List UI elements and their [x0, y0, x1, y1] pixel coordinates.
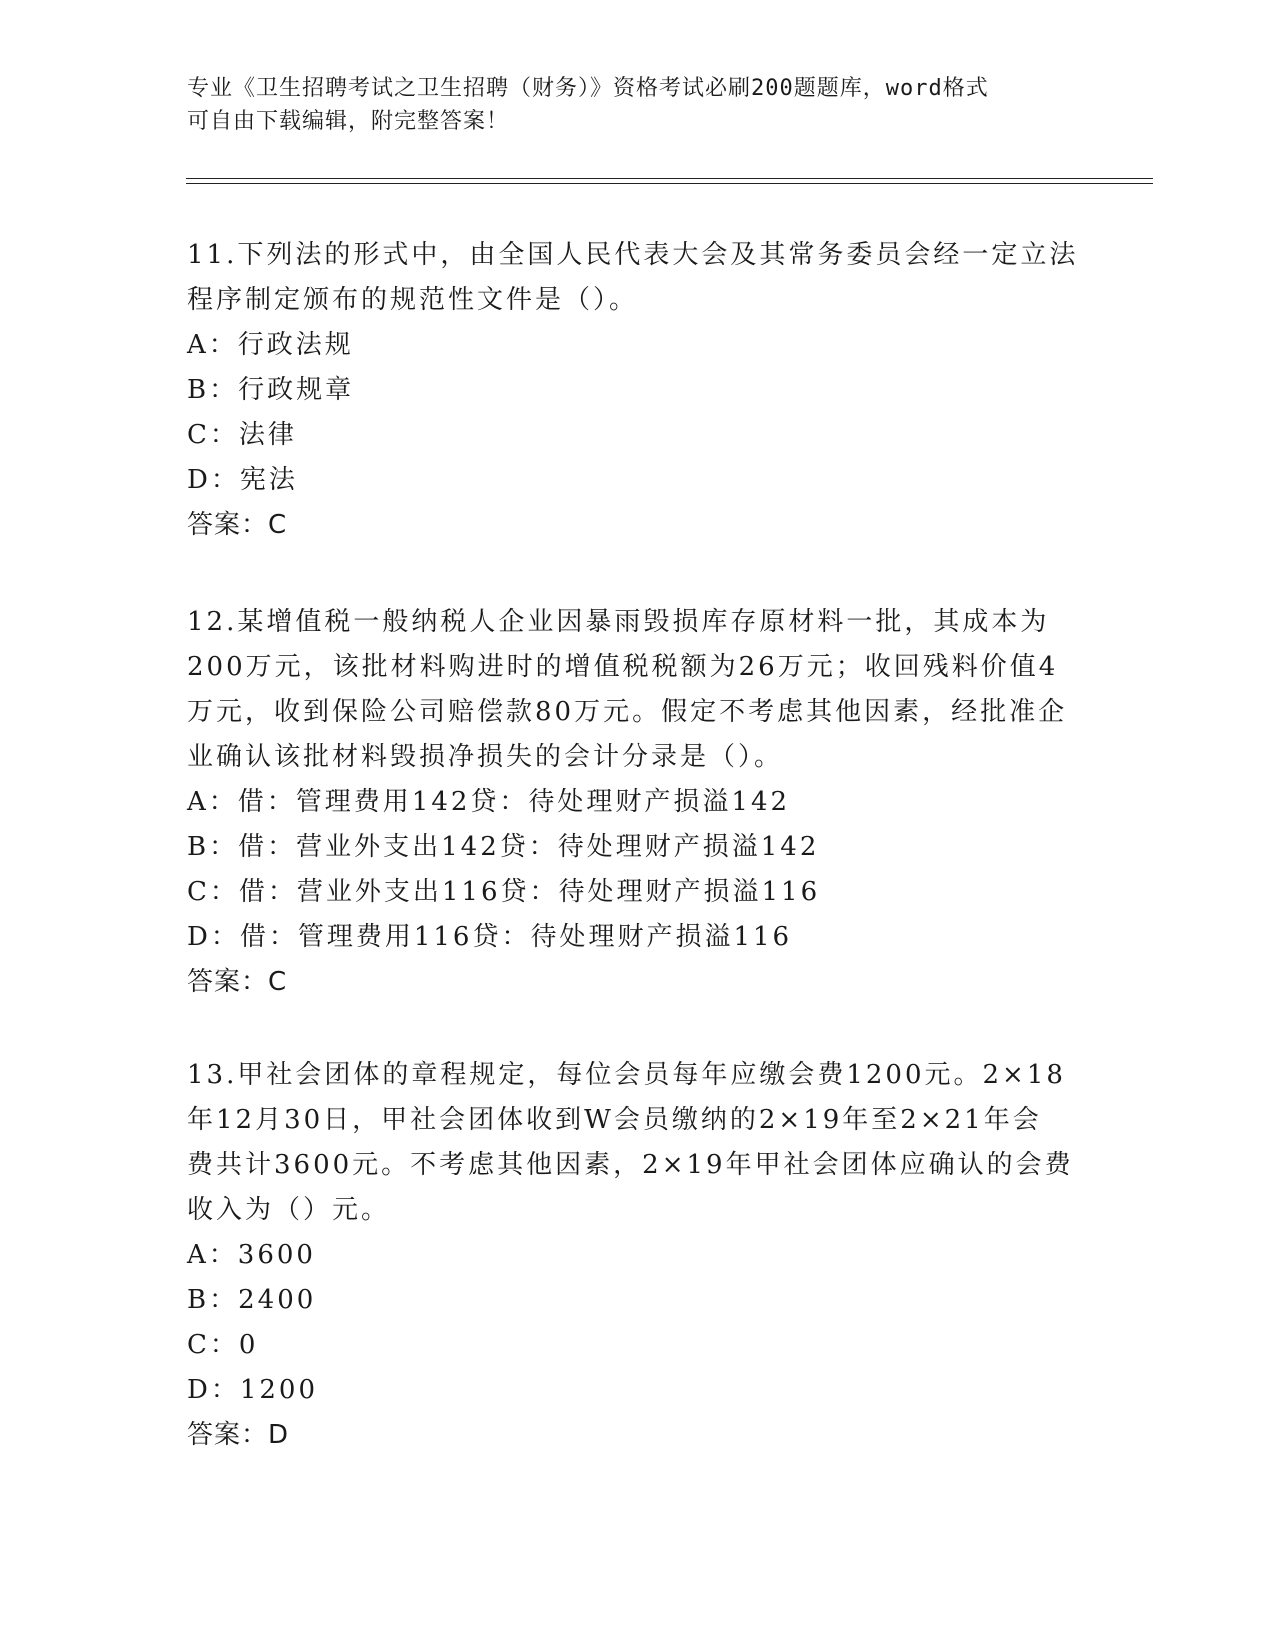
question-stem-line: 业确认该批材料毁损净损失的会计分录是（）。 — [187, 742, 784, 772]
question-stem-line: 11.下列法的形式中，由全国人民代表大会及其常务委员会经一定立法 — [187, 240, 1079, 270]
option-d: D：借：管理费用116贷：待处理财产损溢116 — [187, 922, 793, 952]
question-11 — [187, 233, 1087, 548]
question-stem-line: 13.甲社会团体的章程规定，每位会员每年应缴会费1200元。2×18 — [187, 1060, 1066, 1090]
option-a: A：3600 — [187, 1240, 316, 1270]
question-stem-line: 年12月30日，甲社会团体收到W会员缴纳的2×19年至2×21年会 — [187, 1105, 1042, 1135]
option-a: A：借：管理费用142贷：待处理财产损溢142 — [187, 787, 791, 817]
answer-line: 答案：C — [187, 510, 288, 540]
question-12 — [187, 600, 1087, 1005]
option-a: A：行政法规 — [187, 330, 354, 360]
option-c: C：法律 — [187, 420, 297, 450]
question-stem-line: 收入为（）元。 — [187, 1195, 391, 1225]
header-line: 专业《卫生招聘考试之卫生招聘（财务）》资格考试必刷200题题库，word格式 — [187, 76, 989, 101]
question-stem-line: 费共计3600元。不考虑其他因素，2×19年甲社会团体应确认的会费 — [187, 1150, 1074, 1180]
question-stem-line: 200万元，该批材料购进时的增值税税额为26万元；收回残料价值4 — [187, 652, 1059, 682]
question-stem-line: 12.某增值税一般纳税人企业因暴雨毁损库存原材料一批，其成本为 — [187, 607, 1050, 637]
option-b: B：2400 — [187, 1285, 317, 1315]
option-b: B：行政规章 — [187, 375, 355, 405]
question-stem-line: 万元，收到保险公司赔偿款80万元。假定不考虑其他因素，经批准企 — [187, 697, 1068, 727]
answer-line: 答案：D — [187, 1420, 290, 1450]
header-divider — [186, 183, 1153, 184]
option-d: D：1200 — [187, 1375, 319, 1405]
option-d: D：宪法 — [187, 465, 298, 495]
document-header — [187, 72, 1067, 138]
header-line: 可自由下载编辑，附完整答案！ — [187, 109, 510, 134]
option-c: C：借：营业外支出116贷：待处理财产损溢116 — [187, 877, 821, 907]
question-13 — [187, 1053, 1087, 1458]
answer-line: 答案：C — [187, 967, 288, 997]
question-stem-line: 程序制定颁布的规范性文件是（）。 — [187, 285, 639, 315]
header-divider — [186, 178, 1153, 179]
option-b: B：借：营业外支出142贷：待处理财产损溢142 — [187, 832, 820, 862]
option-c: C：0 — [187, 1330, 259, 1360]
